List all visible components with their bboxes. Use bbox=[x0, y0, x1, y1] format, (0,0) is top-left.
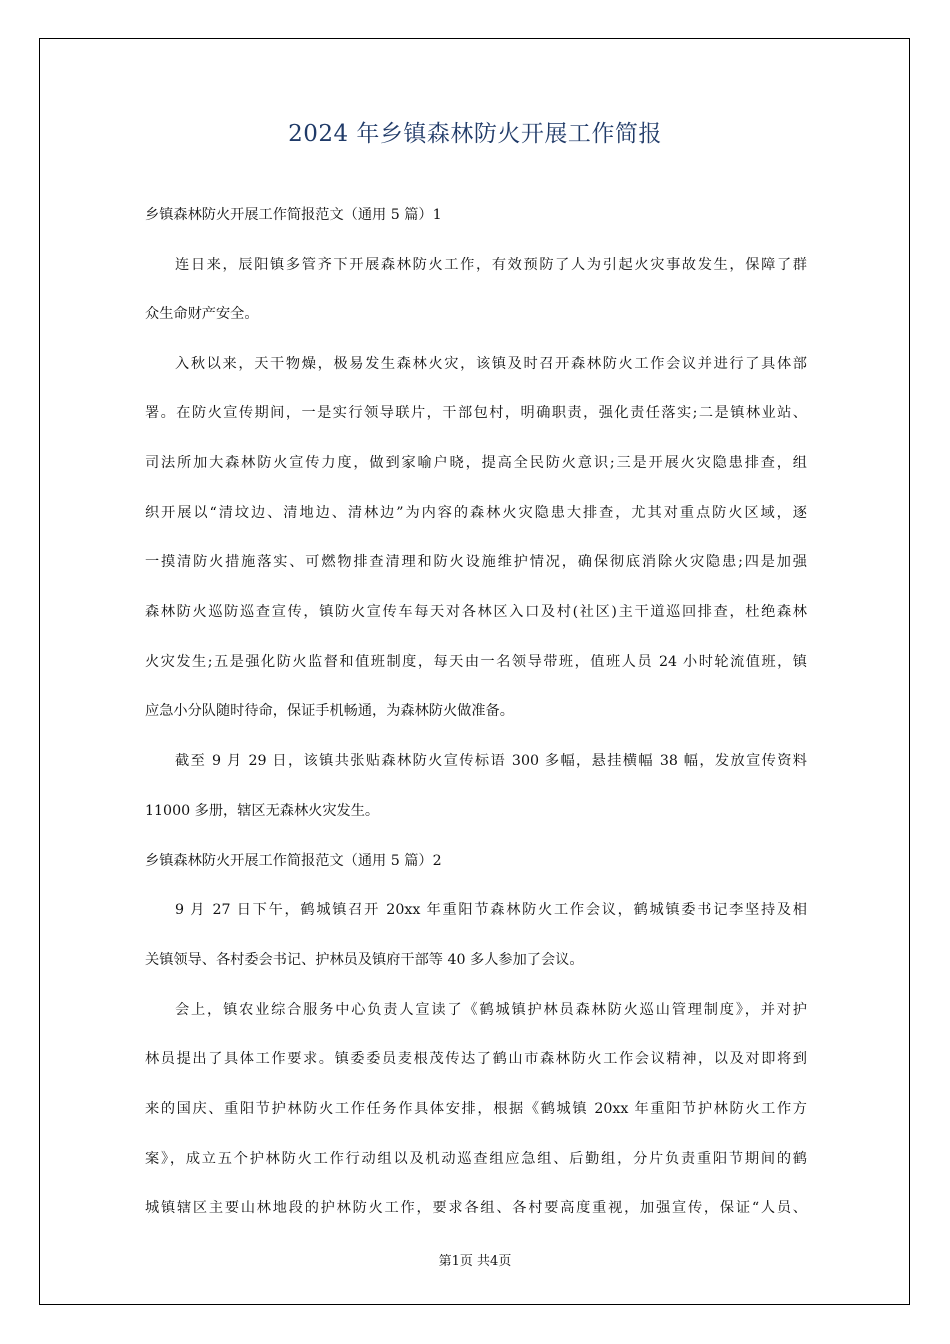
body-line: 截至 9 月 29 日，该镇共张贴森林防火宣传标语 300 多幅，悬挂横幅 38 幅，发放宣传资料 bbox=[175, 753, 807, 769]
body-line: 火灾发生;五是强化防火监督和值班制度，每天由一名领导带班，值班人员 24 小时轮流值班，镇 bbox=[145, 654, 807, 670]
body-line: 织开展以“清坟边、清地边、清林边”为内容的森林火灾隐患大排查，尤其对重点防火区域，逐 bbox=[145, 505, 807, 521]
body-line: 入秋以来，天干物燥，极易发生森林火灾，该镇及时召开森林防火工作会议并进行了具体部 bbox=[175, 356, 807, 372]
body-line: 森林防火巡防巡查宣传，镇防火宣传车每天对各林区入口及村(社区)主干道巡回排查，杜绝森林 bbox=[145, 604, 807, 620]
body-line: 案》，成立五个护林防火工作行动组以及机动巡查组应急组、后勤组，分片负责重阳节期间的鹤 bbox=[145, 1151, 807, 1167]
body-line: 来的国庆、重阳节护林防火工作任务作具体安排，根据《鹤城镇 20xx 年重阳节护林防火工作方 bbox=[145, 1101, 807, 1117]
body-line: 一摸清防火措施落实、可燃物排查清理和防火设施维护情况，确保彻底消除火灾隐患;四是加强 bbox=[145, 554, 807, 570]
body-line: 司法所加大森林防火宣传力度，做到家喻户晓，提高全民防火意识;三是开展火灾隐患排查，组 bbox=[145, 455, 807, 471]
body-line: 署。在防火宣传期间，一是实行领导联片，干部包村，明确职责，强化责任落实;二是镇林业站、 bbox=[145, 405, 807, 421]
body-line: 林员提出了具体工作要求。镇委委员麦根茂传达了鹤山市森林防火工作会议精神，以及对即将到 bbox=[145, 1051, 807, 1067]
section-heading-1: 乡镇森林防火开展工作简报范文（通用 5 篇）1 bbox=[145, 207, 442, 223]
body-line: 城镇辖区主要山林地段的护林防火工作，要求各组、各村要高度重视，加强宣传，保证“人员、 bbox=[145, 1200, 807, 1216]
page-footer: 第1页 共4页 bbox=[438, 1254, 512, 1269]
body-line: 连日来，辰阳镇多管齐下开展森林防火工作，有效预防了人为引起火灾事故发生，保障了群 bbox=[175, 257, 807, 273]
body-line: 会上，镇农业综合服务中心负责人宣读了《鹤城镇护林员森林防火巡山管理制度》，并对护 bbox=[175, 1002, 807, 1018]
body-line: 关镇领导、各村委会书记、护林员及镇府干部等 40 多人参加了会议。 bbox=[145, 952, 584, 968]
body-line: 众生命财产安全。 bbox=[145, 306, 259, 322]
body-line: 11000 多册，辖区无森林火灾发生。 bbox=[145, 803, 380, 819]
body-line: 应急小分队随时待命，保证手机畅通，为森林防火做准备。 bbox=[145, 703, 514, 719]
body-line: 9 月 27 日下午，鹤城镇召开 20xx 年重阳节森林防火工作会议，鹤城镇委书记李坚持及相 bbox=[175, 902, 807, 918]
section-heading-2: 乡镇森林防火开展工作简报范文（通用 5 篇）2 bbox=[145, 853, 442, 869]
document-title: 2024 年乡镇森林防火开展工作简报 bbox=[288, 121, 662, 147]
